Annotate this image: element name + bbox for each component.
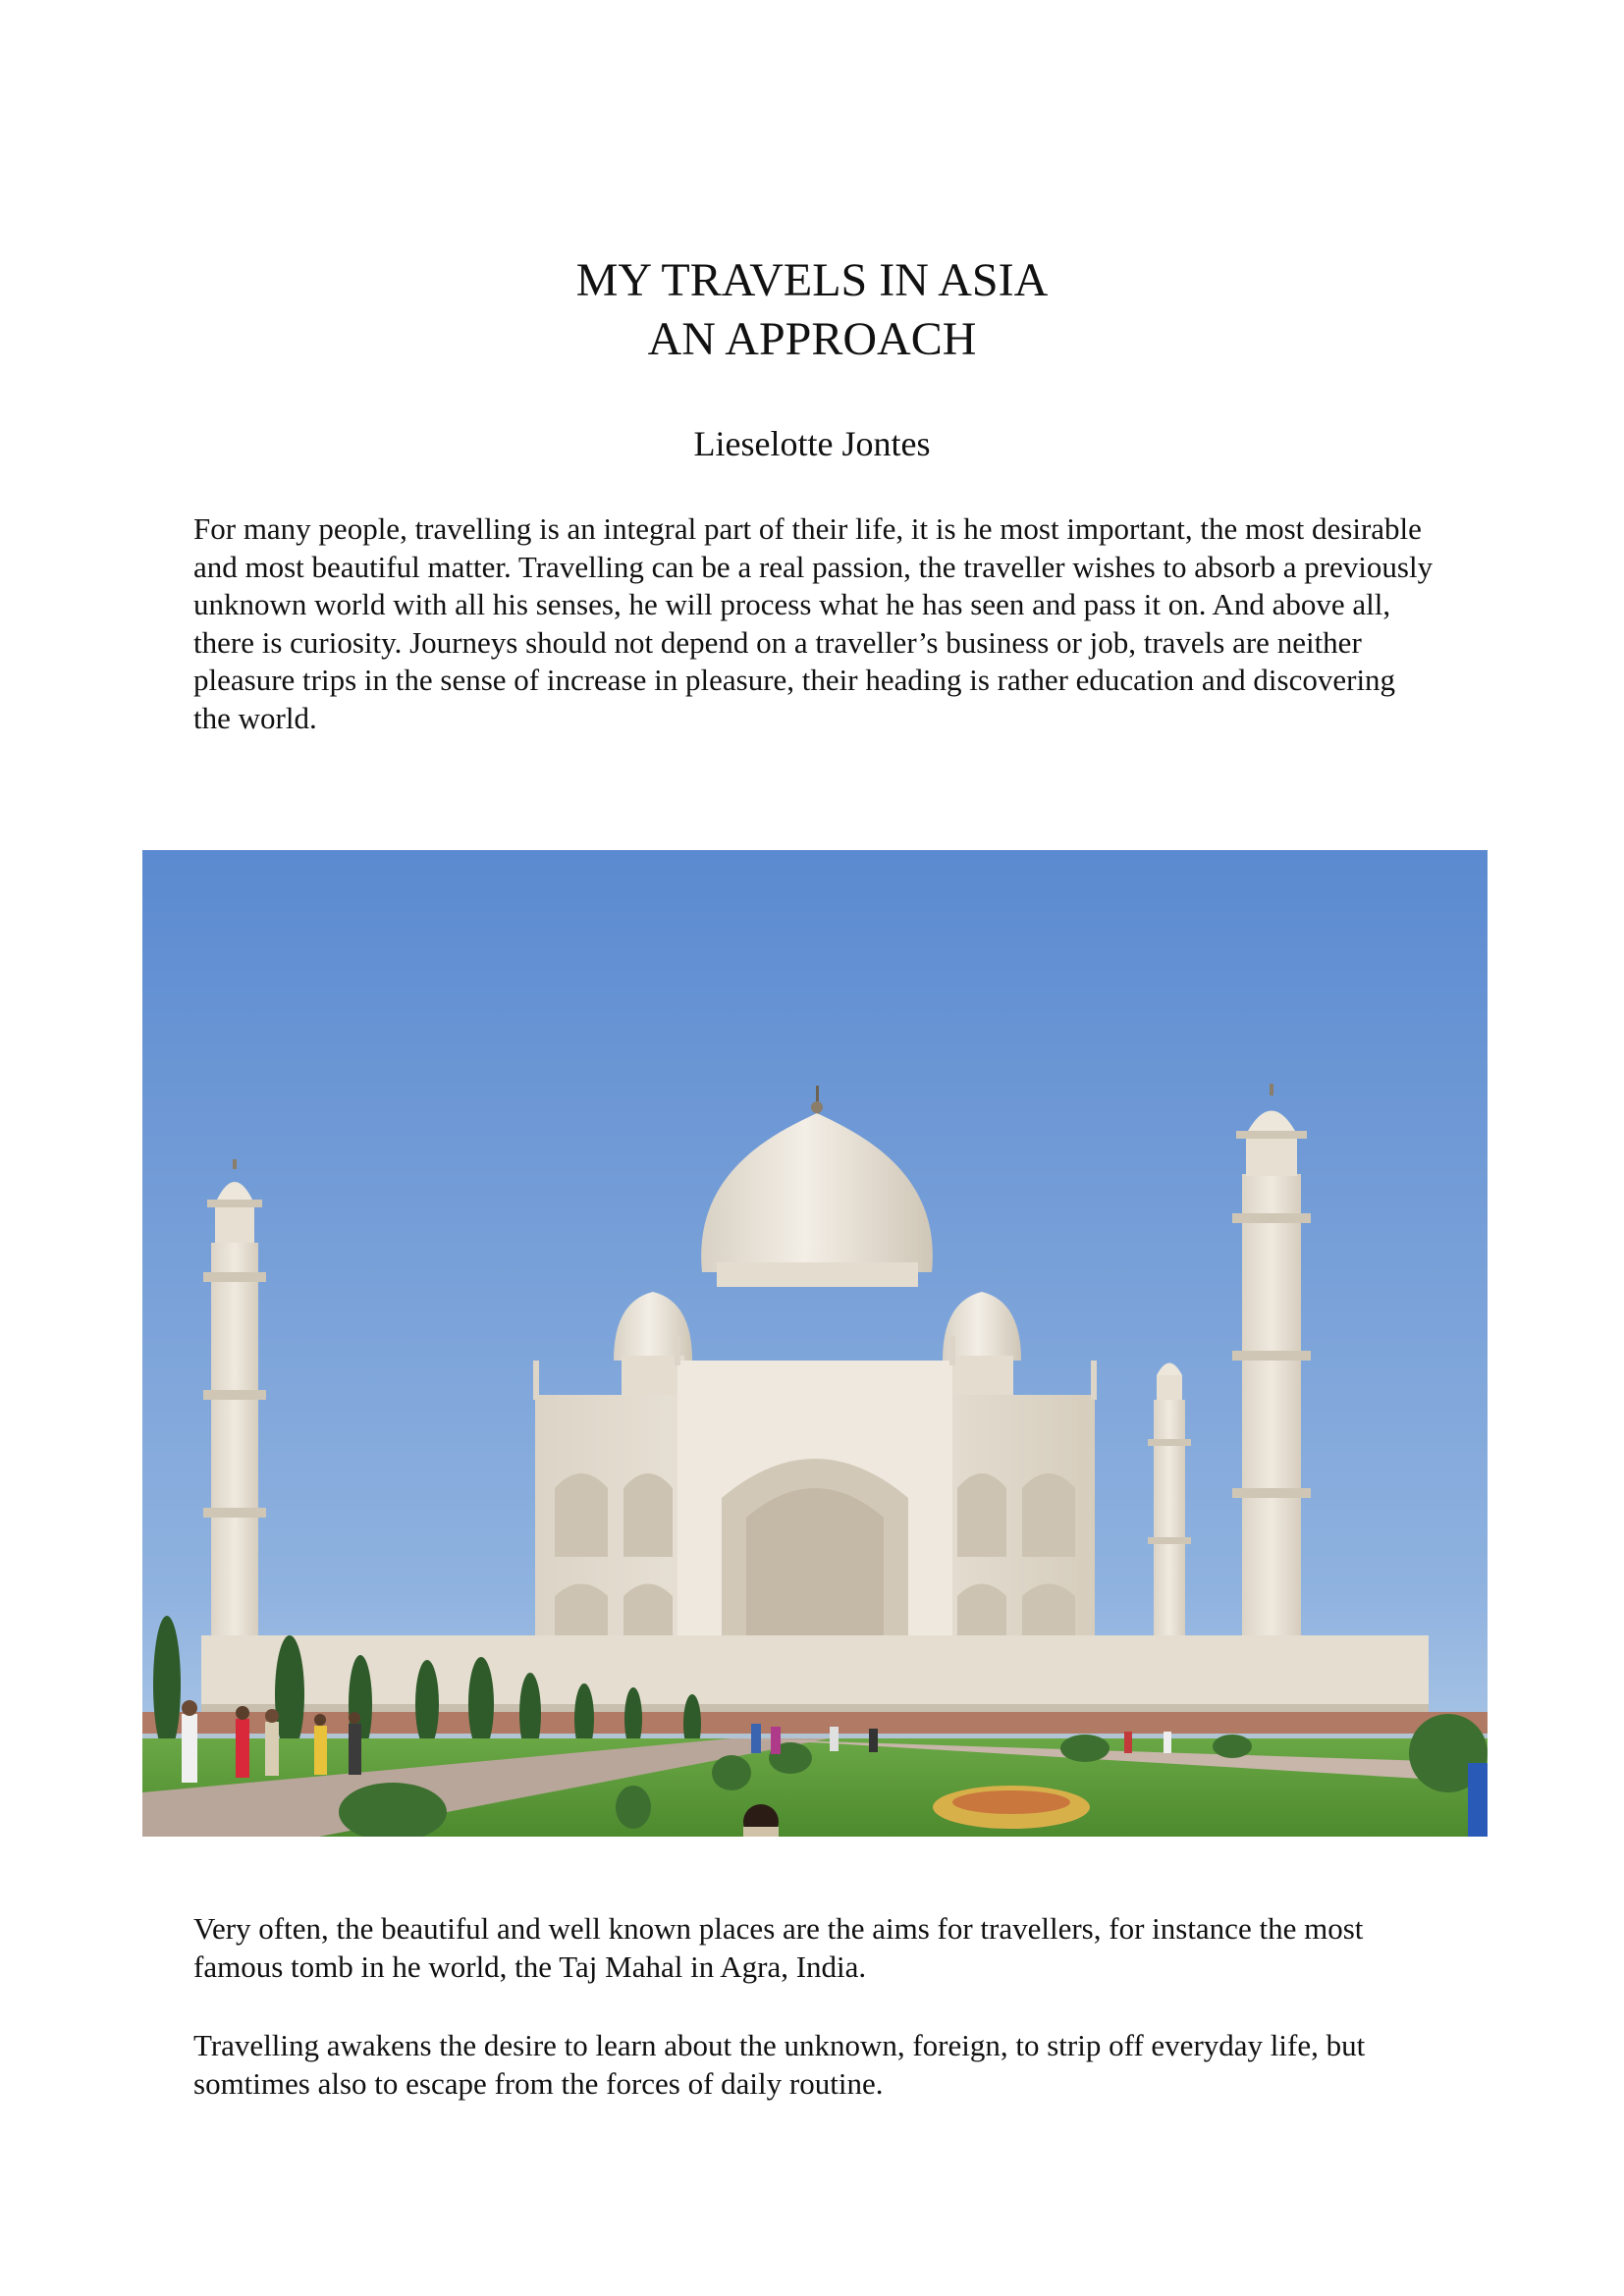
paragraph-curiosity: Travelling awakens the desire to learn about the unknown, foreign, to strip off everyday life, but somtimes also to escape from the forces of daily routine. xyxy=(193,2028,1366,2101)
title-line-2: AN APPROACH xyxy=(647,313,977,365)
intro-paragraph: For many people, travelling is an integral part of their life, it is he most important, the most desirable and most beautiful matter. Travelling can be a real passion, the traveller wishes to absorb a previously unknown world with all his senses, he will process what he has seen and pass it on. And above all, there is curiosity. Journeys should not depend on a traveller’s business or job, travels are neither pleasure trips in the sense of increase in pleasure, their heading is rather education and discovering the world. xyxy=(193,511,1434,735)
title-line-1: MY TRAVELS IN ASIA xyxy=(575,254,1049,306)
paragraph-taj-mahal: Very often, the beautiful and well known places are the aims for travellers, for instance the most famous tomb in he world, the Taj Mahal in Agra, India. xyxy=(193,1911,1364,1984)
author-name: Lieselotte Jontes xyxy=(693,424,931,463)
taj-mahal-photo xyxy=(142,850,1488,1837)
document-title xyxy=(0,251,1624,369)
plinth xyxy=(201,1635,1429,1714)
far-minaret xyxy=(1148,1363,1191,1666)
